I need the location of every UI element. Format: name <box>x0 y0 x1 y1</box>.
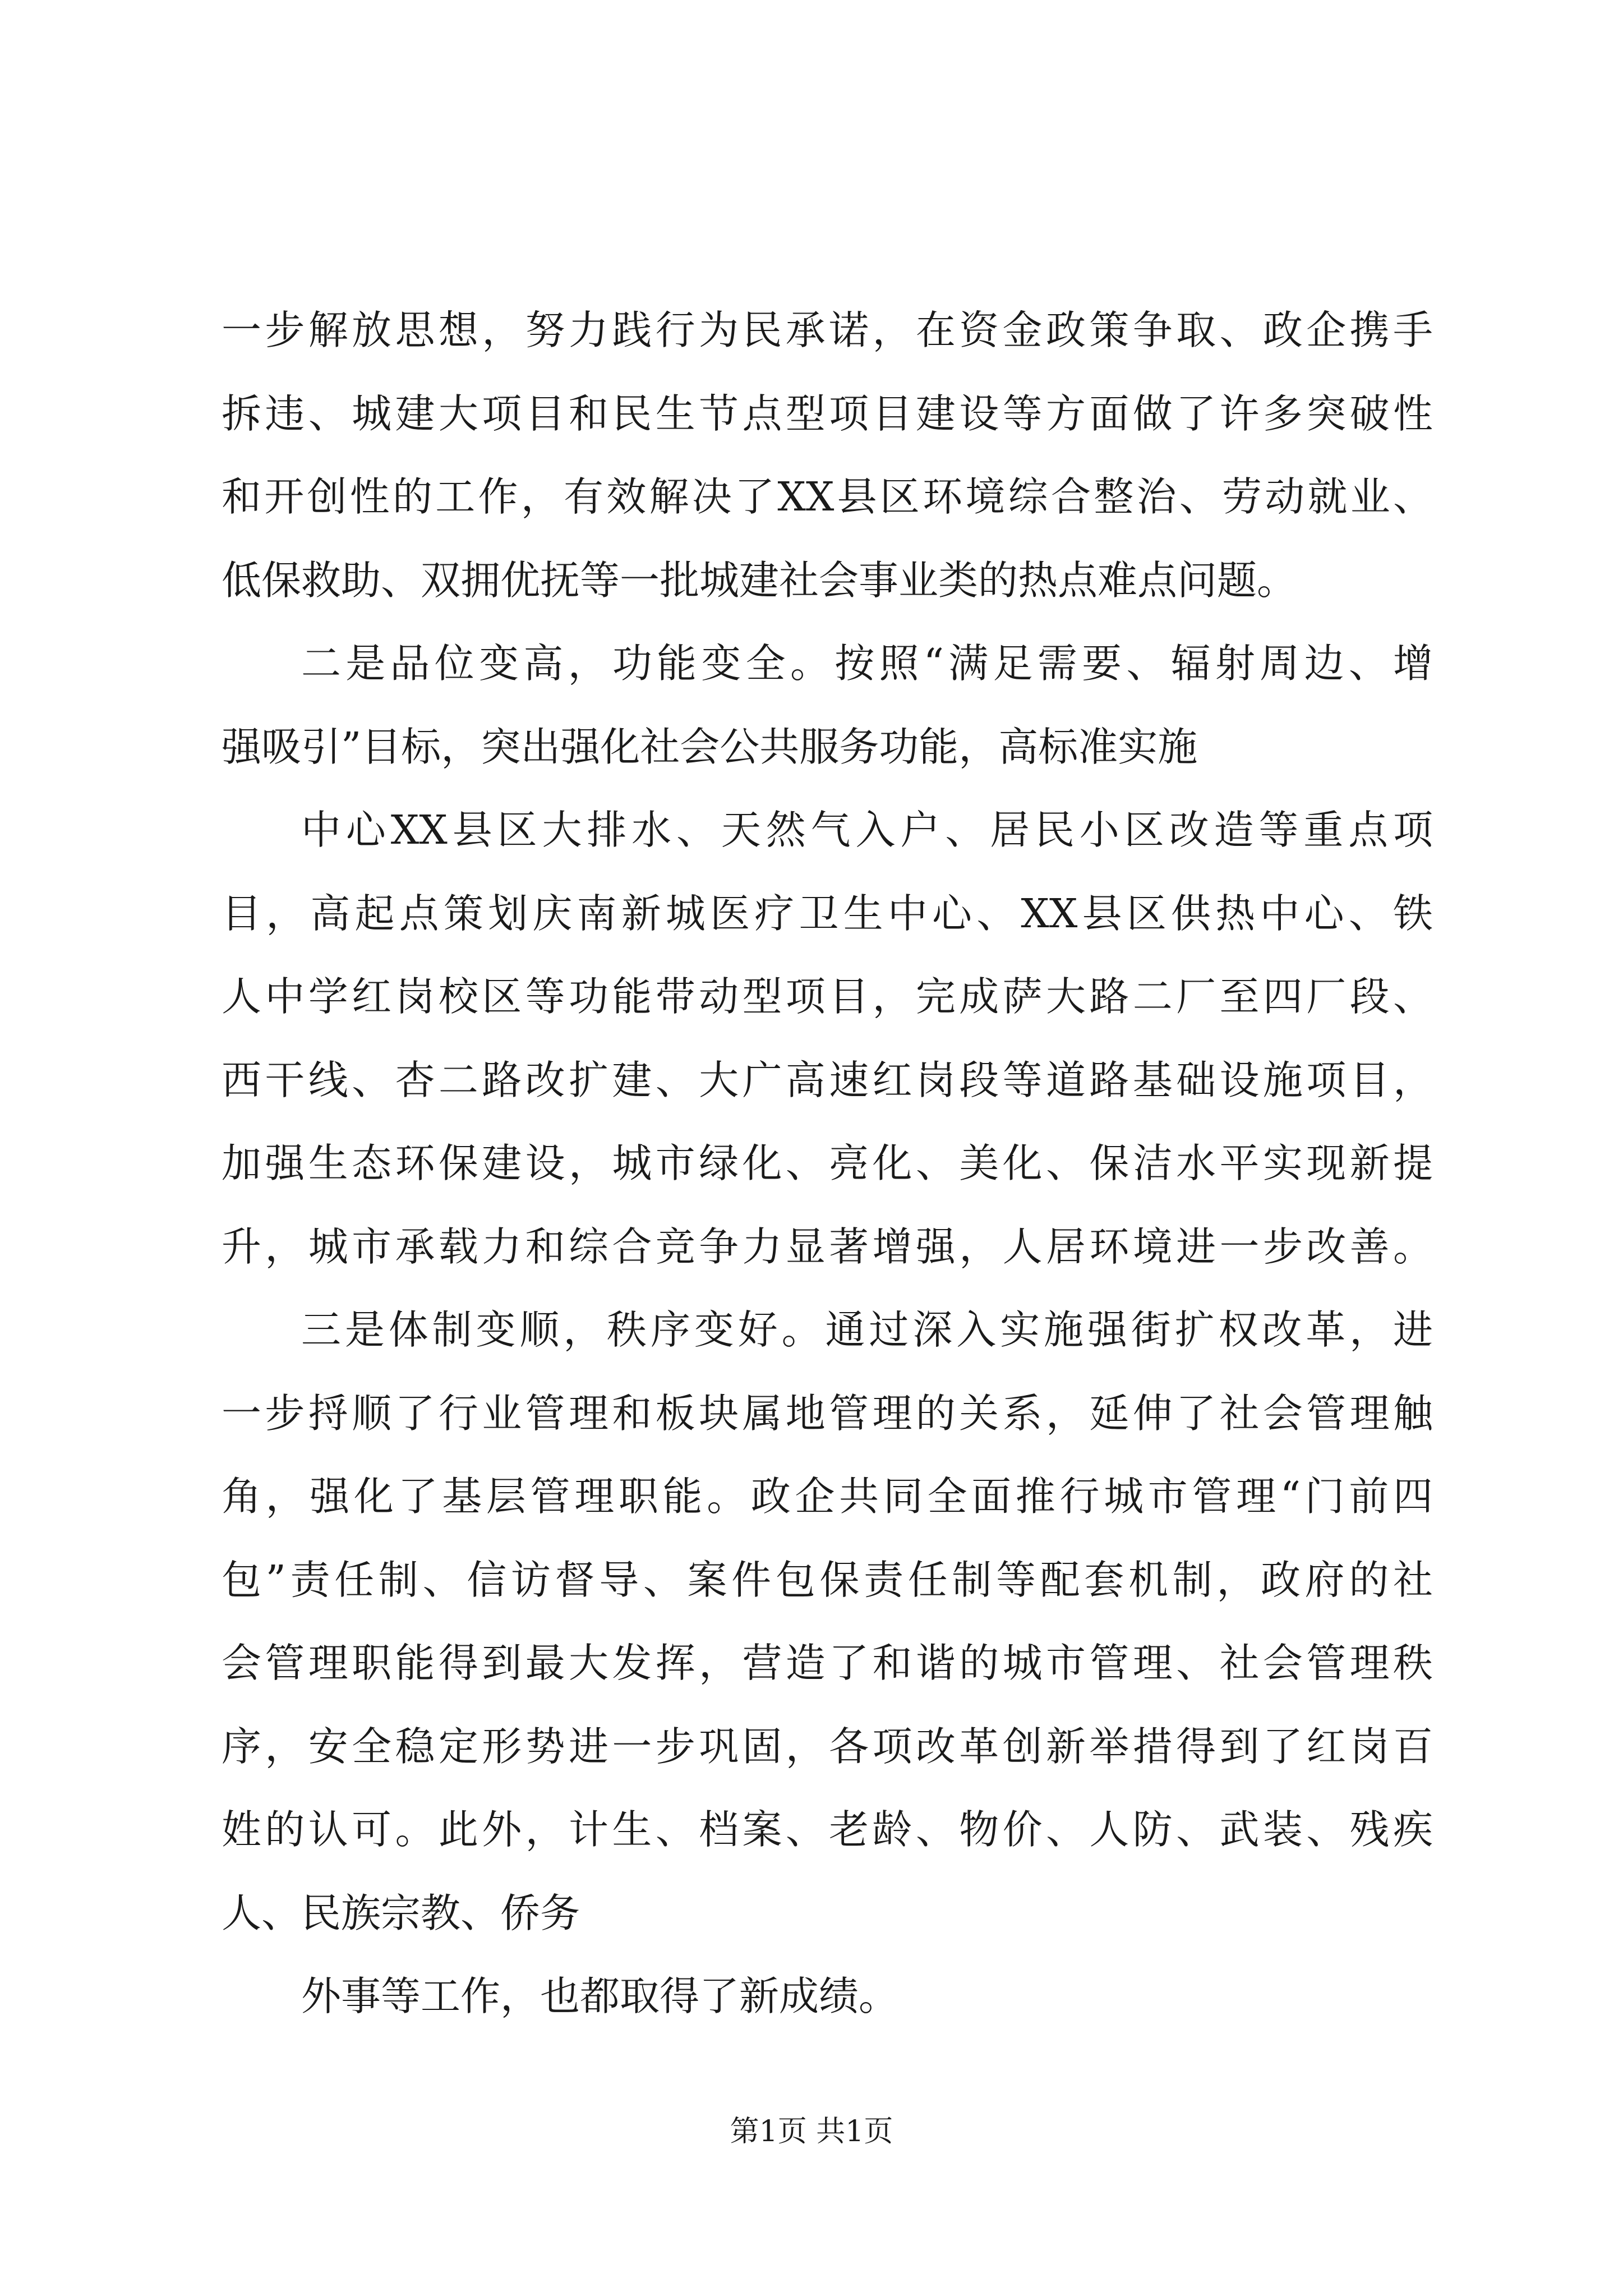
text-line-15: 角，强化了基层管理职能。政企共同全面推行城市管理“门前四 <box>222 1473 1433 1520</box>
text-line-7: 中心XX县区大排水、天然气入户、居民小区改造等重点项 <box>301 807 1433 853</box>
text-line-19: 姓的认可。此外，计生、档案、老龄、物价、人防、武装、残疾 <box>222 1806 1433 1853</box>
page-footer: 第1页 共1页 <box>730 2115 893 2148</box>
text-line-4: 低保救助、双拥优抚等一批城建社会事业类的热点难点问题。 <box>222 556 1297 604</box>
text-line-1: 一步解放思想，努力践行为民承诺，在资金政策争取、政企携手 <box>222 307 1433 353</box>
text-line-2: 拆违、城建大项目和民生节点型项目建设等方面做了许多突破性 <box>222 390 1433 437</box>
text-line-20: 人、民族宗教、侨务 <box>222 1889 580 1936</box>
text-line-10: 西干线、杏二路改扩建、大广高速红岗段等道路基础设施项目， <box>222 1056 1433 1103</box>
text-line-3: 和开创性的工作，有效解决了XX县区环境综合整治、劳动就业、 <box>222 473 1433 520</box>
text-line-13: 三是体制变顺，秩序变好。通过深入实施强街扩权改革，进 <box>301 1306 1433 1353</box>
text-line-6: 强吸引”目标，突出强化社会公共服务功能，高标准实施 <box>222 723 1198 770</box>
text-line-17: 会管理职能得到最大发挥，营造了和谐的城市管理、社会管理秩 <box>222 1640 1433 1686</box>
text-line-18: 序，安全稳定形势进一步巩固，各项改革创新举措得到了红岗百 <box>222 1723 1433 1770</box>
text-line-9: 人中学红岗校区等功能带动型项目，完成萨大路二厂至四厂段、 <box>222 973 1433 1020</box>
text-line-5: 二是品位变高，功能变全。按照“满足需要、辐射周边、增 <box>301 640 1433 687</box>
text-line-11: 加强生态环保建设，城市绿化、亮化、美化、保洁水平实现新提 <box>222 1140 1433 1186</box>
document-body <box>222 289 1433 2039</box>
text-line-21: 外事等工作，也都取得了新成绩。 <box>301 1973 899 2019</box>
text-line-8: 目，高起点策划庆南新城医疗卫生中心、XX县区供热中心、铁 <box>222 890 1433 937</box>
text-line-16: 包”责任制、信访督导、案件包保责任制等配套机制，政府的社 <box>222 1556 1433 1603</box>
text-line-14: 一步捋顺了行业管理和板块属地管理的关系，延伸了社会管理触 <box>222 1389 1433 1437</box>
text-line-12: 升，城市承载力和综合竞争力显著增强，人居环境进一步改善。 <box>222 1223 1433 1270</box>
